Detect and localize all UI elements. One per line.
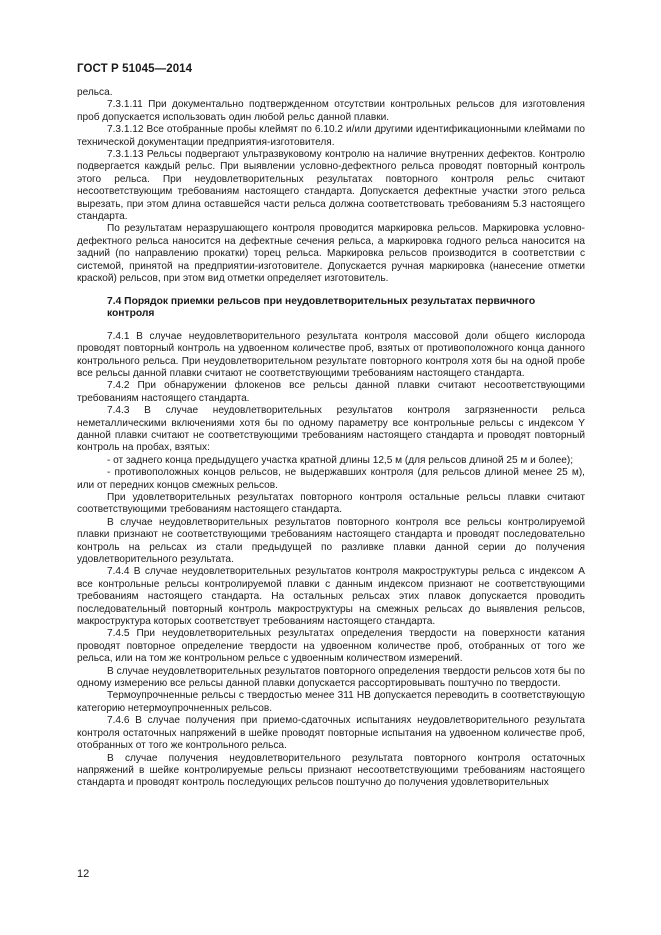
paragraph: По результатам неразрушающего контроля проводится маркировка рельсов. Маркировка условно-дефектного рельса наносится на дефектные сечения рельса, а маркировка годного рельса наносится на задний (по направлению прокатки) торец рельса. Маркировка рельсов производится в соответствии с системой, принятой на предприятии-изготовителе. Допускается ручная маркировка (нанесение отметки краской) рельсов, при этом вид отметки определяет изготовитель.: [77, 223, 585, 285]
paragraph: 7.3.1.11 При документально подтвержденном отсутствии контрольных рельсов для изготовления проб допускается использовать один любой рельс данной плавки.: [77, 99, 585, 123]
paragraph: 7.3.1.13 Рельсы подвергают ультразвуковому контролю на наличие внутренних дефектов. Контролю подвергается каждый рельс. При выявлении условно-дефектного рельса проводят повторный контроль этого рельса. При неудовлетворительных результатах повторного контроля рельс считают несоответствующим требованиям настоящего стандарта. Допускается дефектные участки этого рельса вырезать, при этом длина оставшейся части рельса должна соответствовать требованиям 5.3 настоящего стандарта.: [77, 149, 585, 223]
paragraph: - от заднего конца предыдущего участка кратной длины 12,5 м (для рельсов длиной 25 м и более);: [107, 454, 574, 466]
paragraph: 7.4.4 В случае неудовлетворительных результатов контроля макроструктуры рельса с индексом А все контрольные рельсы контролируемой плавки с данным индексом признают не соответствующими требованиям настоящего стандарта. На остальных рельсах этих плавок допускается проводить последовательный повторный контроль макроструктуры на смежных рельсах до выявления рельсов, макроструктура которых соответствует требованиям настоящего стандарта.: [77, 566, 585, 628]
paragraph: В случае неудовлетворительных результатов повторного контроля все рельсы контролируемой плавки признают не соответствующими требованиям настоящего стандарта и проводят последовательно контроль на рельсах из стали предыдущей по разливке плавки данной серии до получения удовлетворительного результата.: [77, 516, 585, 565]
paragraph: 7.4.3 В случае неудовлетворительных результатов контроля загрязненности рельса неметаллическими включениями хотя бы по одному параметру все контрольные рельсы с индексом Y данной плавки считают не соответствующими требованиям настоящего стандарта и проводят повторный контроль на пробах, взятых:: [77, 405, 585, 454]
section-paragraphs: [77, 331, 585, 790]
paragraph: 7.4.6 В случае получения при приемо-сдаточных испытаниях неудовлетворительного результата контроля остаточных напряжений в шейке проводят повторные испытания на удвоенном количестве проб, отобранных от того же контрольного рельса.: [77, 715, 585, 752]
paragraph: 7.4.5 При неудовлетворительных результатах определения твердости на поверхности катания проводят повторное определение твердости на удвоенном количестве проб, отобранных от того же рельса, или на том же контрольном рельсе с удвоенным количеством измерений.: [77, 628, 585, 665]
paragraph: Термоупрочненные рельсы с твердостью менее 311 НВ допускается переводить в соответствующую категорию нетермоупрочненных рельсов.: [77, 690, 585, 714]
paragraph: рельса.: [77, 87, 113, 98]
paragraph: - противоположных концов рельсов, не выдержавших контроля (для рельсов длиной менее 25 м), или от передних концов смежных рельсов.: [77, 467, 585, 491]
paragraph: В случае получения неудовлетворительного результата повторного контроля остаточных напряжений в шейке контролируемые рельсы признают несоответствующими требованиям настоящего стандарта и проводят контроль последующих рельсов поштучно до получения удовлетворительных: [77, 752, 585, 789]
paragraph: В случае неудовлетворительных результатов повторного определения твердости рельсов хотя бы по одному измерению все рельсы данной плавки допускается рассортировывать поштучно по твердости.: [77, 665, 585, 690]
paragraph: 7.3.1.12 Все отобранные пробы клеймят по 6.10.2 и/или другими идентификационными клеймами по технической документации предприятия-изготовителя.: [77, 124, 585, 148]
page-number: 12: [77, 868, 90, 880]
intro-paragraphs: [77, 87, 585, 286]
paragraph: При удовлетворительных результатах повторного контроля остальные рельсы плавки считают соответствующими требованиям настоящего стандарта.: [77, 491, 585, 516]
document-header: ГОСТ Р 51045—2014: [77, 63, 193, 75]
paragraph: 7.4.2 При обнаружении флокенов все рельсы данной плавки считают несоответствующими требованиям настоящего стандарта.: [77, 380, 585, 404]
section-heading: 7.4 Порядок приемки рельсов при неудовлетворительных результатах первичного контроля: [107, 295, 536, 320]
paragraph: 7.4.1 В случае неудовлетворительного результата контроля массовой доли общего кислорода проводят повторный контроль на удвоенном количестве проб, взятых от противоположного конца данного контрольного рельса. При неудовлетворительном результате повторного контроля хотя бы на одной пробе все рельсы данной плавки считают не соответствующими требованиям настоящего стандарта.: [77, 330, 585, 379]
document-body: [77, 87, 585, 790]
